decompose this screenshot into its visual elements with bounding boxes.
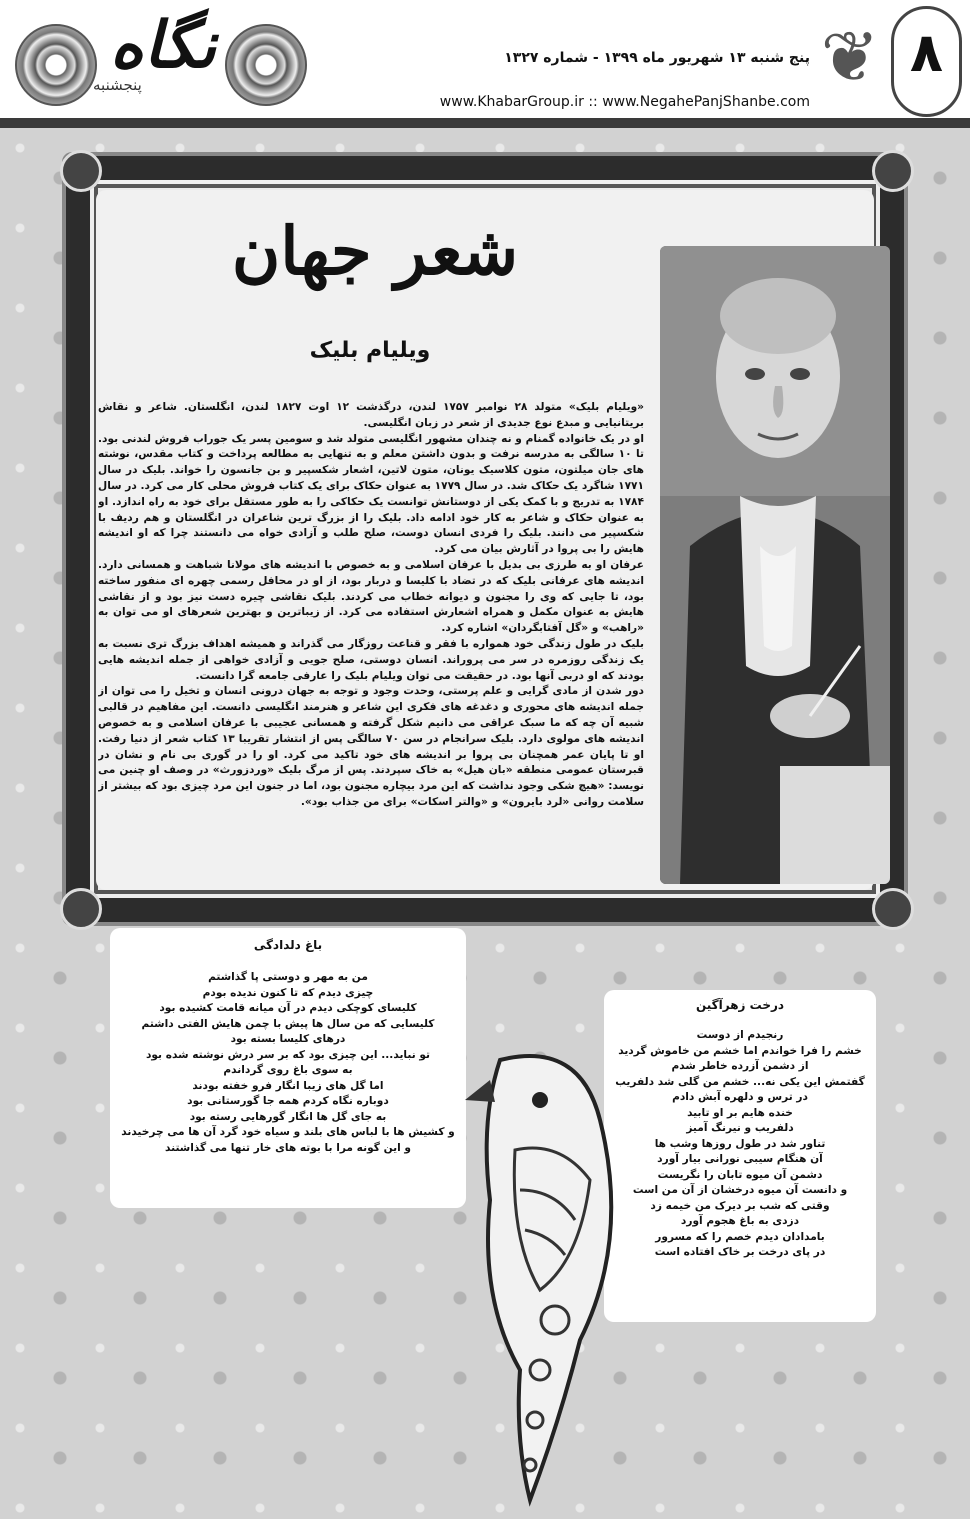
poem-line: به جای گل ها انگار گورهایی رسته بود [189, 1110, 387, 1123]
poem-line: دلفریب و نیرنگ آمیز [686, 1122, 794, 1134]
article-paragraph: بلیک در طول زندگی خود همواره با فقر و قناعت روزگار می گذراند و همیشه اهداف بزرگ تری نسبت به یک زندگی روزمره در سر می پروراند. انسان دوستی، صلح جویی و آزادی خواهی از جمله اندیشه هایی بودند که او دربی آنها بود. در حقیقت می توان ویلیام بلیک را عارفی جامعه گرا دانست. [98, 637, 644, 682]
ornament-right-icon [225, 24, 307, 106]
poem-line: و این گونه مرا با بوته های خار تنها می گذاشتند [165, 1141, 411, 1154]
poem-box-poison-tree [604, 990, 876, 1322]
poem-box-garden-of-love [110, 928, 466, 1208]
poem-line: دزدی به باغ هجوم آورد [680, 1215, 800, 1227]
poem-line: خشم را فرا خواندم اما خشم من خاموش گردید [618, 1044, 862, 1057]
decorative-bird-icon [460, 1040, 630, 1510]
poem-line: از دشمن آزرده خاطر شدم [671, 1060, 809, 1072]
poem-line: بامدادان دیدم خصم را که مسرور [655, 1230, 825, 1243]
article-paragraph: او در یک خانواده گمنام و نه چندان مشهور انگلیسی متولد شد و سومین پسر یک جوراب فروش لندنی بود. تا ۱۰ سالگی به مدرسه نرفت و بدون داشتن معلم و به تنهایی به مطالعه پرداخت و کتاب مقدس، نوشته های جان میلتون، متون کلاسیک یونان، متون لاتین، اشعار شکسپیر و بن جانسون را خواند. بلیک در سال ۱۷۷۱ شاگرد یک حکاک شد. در سال ۱۷۷۹ به عنوان حکاک برای یک کتاب فروش محلی کار می کرد. در سال ۱۷۸۴ به تدریج و با کمک یکی از دوستانش توانست یک حکاکی را به طور مستقل برای خود به راه اندازد. او به عنوان حکاک و شاعر به کار خود ادامه داد. بلیک را از بزرگ ترین شاعران در انگلستان و هم ردیف با شکسپیر می دانند. بلیک را فردی انسان دوست، صلح طلب و آزادی خواه می دانستند چرا که او اندیشه هایش را بی پروا در آثارش بیان می کرد. [98, 432, 644, 556]
frame-corner-icon [60, 150, 102, 192]
poem-line: اما گل های زیبا انگار فرو خفته بودند [192, 1079, 384, 1092]
frame-corner-icon [872, 888, 914, 930]
poem-line: درهای کلیسا بسته بود [230, 1033, 346, 1045]
header-divider [0, 118, 970, 128]
masthead [0, 0, 970, 128]
poem-line: من به مهر و دوستی پا گذاشتم [208, 971, 368, 983]
portrait-drawing [660, 246, 890, 884]
poem-line: رنجیدم از دوست [696, 1029, 784, 1041]
poem-line: در پای درخت بر خاک افتاده است [654, 1246, 826, 1258]
page-number-badge [891, 6, 962, 117]
poem-line: وقتی که شب بر دیرک من خیمه زد [650, 1199, 830, 1212]
article-body [98, 400, 644, 890]
logo-subtitle: پنجشنبه [93, 76, 142, 94]
poem-lines [604, 1028, 876, 1261]
poem-line: دشمن آن میوه تابان را نگریست [657, 1168, 823, 1181]
logo-text: نگاه [110, 8, 217, 83]
issue-info: پنج شنبه ۱۳ شهریور ماه ۱۳۹۹ - شماره ۱۳۲۷ [504, 50, 810, 66]
frame-corner-icon [60, 888, 102, 930]
ornament-left-icon [15, 24, 97, 106]
phoenix-icon: ❦ [820, 16, 880, 98]
newspaper-logo [15, 8, 305, 113]
article-subtitle: ویلیام بلیک [309, 338, 431, 363]
poem-line: کلیسای کوچکی دیدم در آن میانه قامت کشیده بود [159, 1002, 417, 1014]
poem-line: آن هنگام سیبی نورانی بیار آورد [657, 1153, 823, 1165]
poem-lines [110, 970, 466, 1156]
poem-line: تناور شد در طول روزها وشب ها [654, 1137, 826, 1150]
article-paragraph: «ویلیام بلیک» متولد ۲۸ نوامبر ۱۷۵۷ لندن، درگذشت ۱۲ اوت ۱۸۲۷ لندن، انگلستان. شاعر و نقاش بریتانیایی و مبدع نوع جدیدی از شعر در زبان انگلیسی. [98, 401, 644, 429]
poem-line: کلیسایی که من سال ها پیش با چمن هایش الفتی داشتم [141, 1017, 435, 1030]
portrait-image [660, 246, 890, 884]
poem-title: درخت زهرآگین [695, 998, 785, 1012]
poem-line: تو نباید... این چیزی بود که بر سر درش نوشته شده بود [145, 1048, 431, 1061]
poem-line: گفتمش این یکی نه... خشم من گلی شد دلفریب [615, 1075, 865, 1088]
article-paragraph: عرفان او به طرزی بی بدیل با عرفان اسلامی و به خصوص با اندیشه های مولانا شباهت و همسانی دارد. اندیشه های عرفانی بلیک که در تضاد با کلیسا و دربار بود، از او در محافل رسمی چهره ای منفور ساخته بود، تا جایی که وی را مجنون و دیوانه خطاب می کردند. بلیک نقاشی چیره دست نیز بود و از نقاشی هایش به عنوان مکمل و همراه اشعارش استفاده می کرد. از زیباترین و بهترین شعرهای او می توان به «راهب» و «گل آفتابگردان» اشاره کرد. [98, 558, 644, 635]
article-paragraph: دور شدن از مادی گرایی و علم پرستی، وحدت وجود و توجه به جهان درونی انسان و تخیل را می توان از جمله اندیشه های محوری و دغدغه های فکری این شاعر و هنرمند انگلیسی دانست. این مفاهیم در قالبی شبیه آن چه که ما سبک عراقی می دانیم شکل گرفته و همسانی عجیبی با عرفان اسلامی و به خصوص اندیشه های مولوی دارد. بلیک سرانجام در سن ۷۰ سالگی پس از انتشار تقریبا ۱۳ کتاب شعر از دنیا رفت. او تا پایان عمر همچنان بی پروا بر اندیشه های خود تاکید می کرد. او را در گوری بی نام و نشان در قبرستان عمومی منطقه «بان هیل» به خاک سپردند. پس از مرگ بلیک «وردزورث» در وصف او چنین می نویسد: «هیچ شکی وجود نداشت که این مرد بیچاره مجنون بود، اما در جنون این مرد چیزی بود که بیشتر از سلامت روانی «لرد بایرون» و «والتر اسکات» برای من جذاب بود». [98, 685, 644, 808]
page-title: شعر جهان [231, 212, 519, 290]
poem-line: دوباره نگاه کردم همه جا گورستانی بود [187, 1095, 389, 1107]
page-number: ۸ [910, 21, 943, 84]
frame-corner-icon [872, 150, 914, 192]
poem-line: چیزی دیدم که تا کنون ندیده بودم [202, 986, 374, 999]
website-links[interactable]: www.KhabarGroup.ir :: www.NegahePanjShanbe.com [439, 94, 810, 110]
poem-title: باغ دلدادگی [253, 938, 323, 952]
poem-line: و دانست آن میوه درخشان از آن من است [632, 1184, 848, 1196]
poem-line: خنده هایم بر او تابید [687, 1106, 793, 1119]
poem-line: در ترس و دلهره آبش دادم [672, 1091, 808, 1103]
poem-line: به سوی باغ روی گرداندم [223, 1064, 353, 1076]
poem-line: و کشیش ها با لباس های بلند و سیاه خود گرد آن ها می چرخیدند [121, 1126, 455, 1138]
